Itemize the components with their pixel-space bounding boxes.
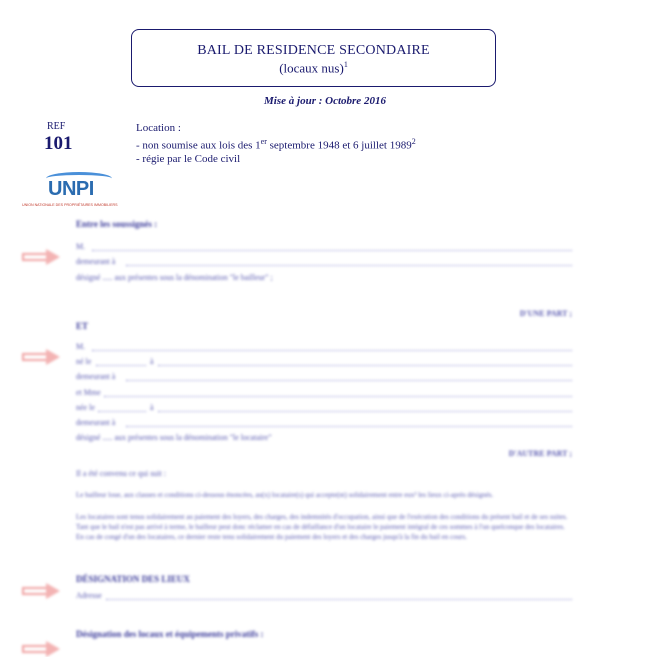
logo-letters: UNPI [48, 178, 94, 200]
arrow-icon [22, 641, 62, 657]
field-label-mme: et Mme [76, 388, 101, 397]
arrow-icon [22, 249, 62, 265]
field-label-m2: M. [76, 342, 86, 351]
field-line-m2[interactable] [92, 350, 572, 352]
location-heading: Location : [136, 122, 181, 134]
et-heading: ET [76, 321, 89, 331]
document-subtitle: (locaux nus)$^1$ [279, 60, 348, 76]
field-line-nee-le[interactable] [98, 411, 146, 413]
field-label-demeurant2: demeurant à [76, 372, 116, 381]
field-line-demeurant1[interactable] [126, 265, 572, 267]
title-box [131, 29, 496, 87]
field-line-ne-le[interactable] [96, 365, 146, 367]
field-label-nee-le: née le [76, 403, 95, 412]
field-line-demeurant3[interactable] [126, 426, 572, 428]
dune-part: D'UNE PART ; [519, 309, 572, 318]
ref-label: REF [47, 121, 66, 132]
designation-locaux-heading: Désignation des locaux et équipements privatifs : [76, 629, 264, 639]
field-label-demeurant3: demeurant à [76, 418, 116, 427]
field-label-demeurant1: demeurant à [76, 257, 116, 266]
field-label-ne-le: né le [76, 357, 92, 366]
soussignes-heading: Entre les soussignés : [76, 219, 158, 229]
location-item-2: - régie par le Code civil [136, 152, 241, 165]
field-label-a2: à [150, 403, 154, 412]
blurred-content [0, 205, 650, 650]
paragraph-2: Les locataires sont tenus solidairement au paiement des loyers, des charges, des indemnités d'occupation, ainsi que de l'exécution des conditions du présent bail et de ses suites. Tant que le bail n'est pas arrivé à terme, le bailleur peut donc réclamer en cas de défaillance d'un locataire le paiement intégral de ces sommes à l'un quelconque des locataires. En cas de congé d'un des locataires, ce dernier reste tenu solidairement du paiement des loyers et des charges jusqu'à la fin du bail en cours. [76, 513, 568, 541]
designe-bailleur: désigné ..... aux présentes sous la dénomination "le bailleur" ; [76, 273, 273, 282]
paragraph-1: Le bailleur loue, aux clauses et conditions ci-dessous énoncées, au(x) locataire(s) qui accepte(nt) solidairement entre eux³ les lieux ci-après désignés. [76, 491, 494, 499]
field-line-adresse[interactable] [106, 599, 572, 601]
ref-number: 101 [44, 133, 73, 154]
location-item-1: - non soumise aux lois des 1er septembre 1948 et 6 juillet 1989$^2$ [136, 137, 416, 152]
arrow-icon [22, 349, 62, 365]
field-label-m1: M. [76, 242, 86, 251]
document-title: BAIL DE RESIDENCE SECONDAIRE [197, 43, 430, 58]
field-line-a2[interactable] [158, 411, 572, 413]
field-line-m1[interactable] [92, 250, 572, 252]
arrow-icon [22, 583, 62, 599]
field-label-adresse: Adresse [76, 591, 102, 600]
field-line-demeurant2[interactable] [126, 380, 572, 382]
field-label-a1: à [150, 357, 154, 366]
location-block [136, 122, 416, 166]
designe-locataire: désigné ..... aux présentes sous la dénomination "le locataire" [76, 433, 272, 442]
field-line-mme[interactable] [104, 396, 572, 398]
logo-subtitle: UNION NATIONALE DES PROPRIÉTAIRES IMMOBILIERS [22, 203, 118, 207]
field-line-a1[interactable] [158, 365, 572, 367]
designation-heading: DÉSIGNATION DES LIEUX [76, 574, 190, 584]
update-date: Mise à jour : Octobre 2016 [264, 95, 386, 107]
dautre-part: D'AUTRE PART ; [508, 449, 572, 458]
convenu-text: Il a été convenu ce qui suit : [76, 469, 166, 478]
